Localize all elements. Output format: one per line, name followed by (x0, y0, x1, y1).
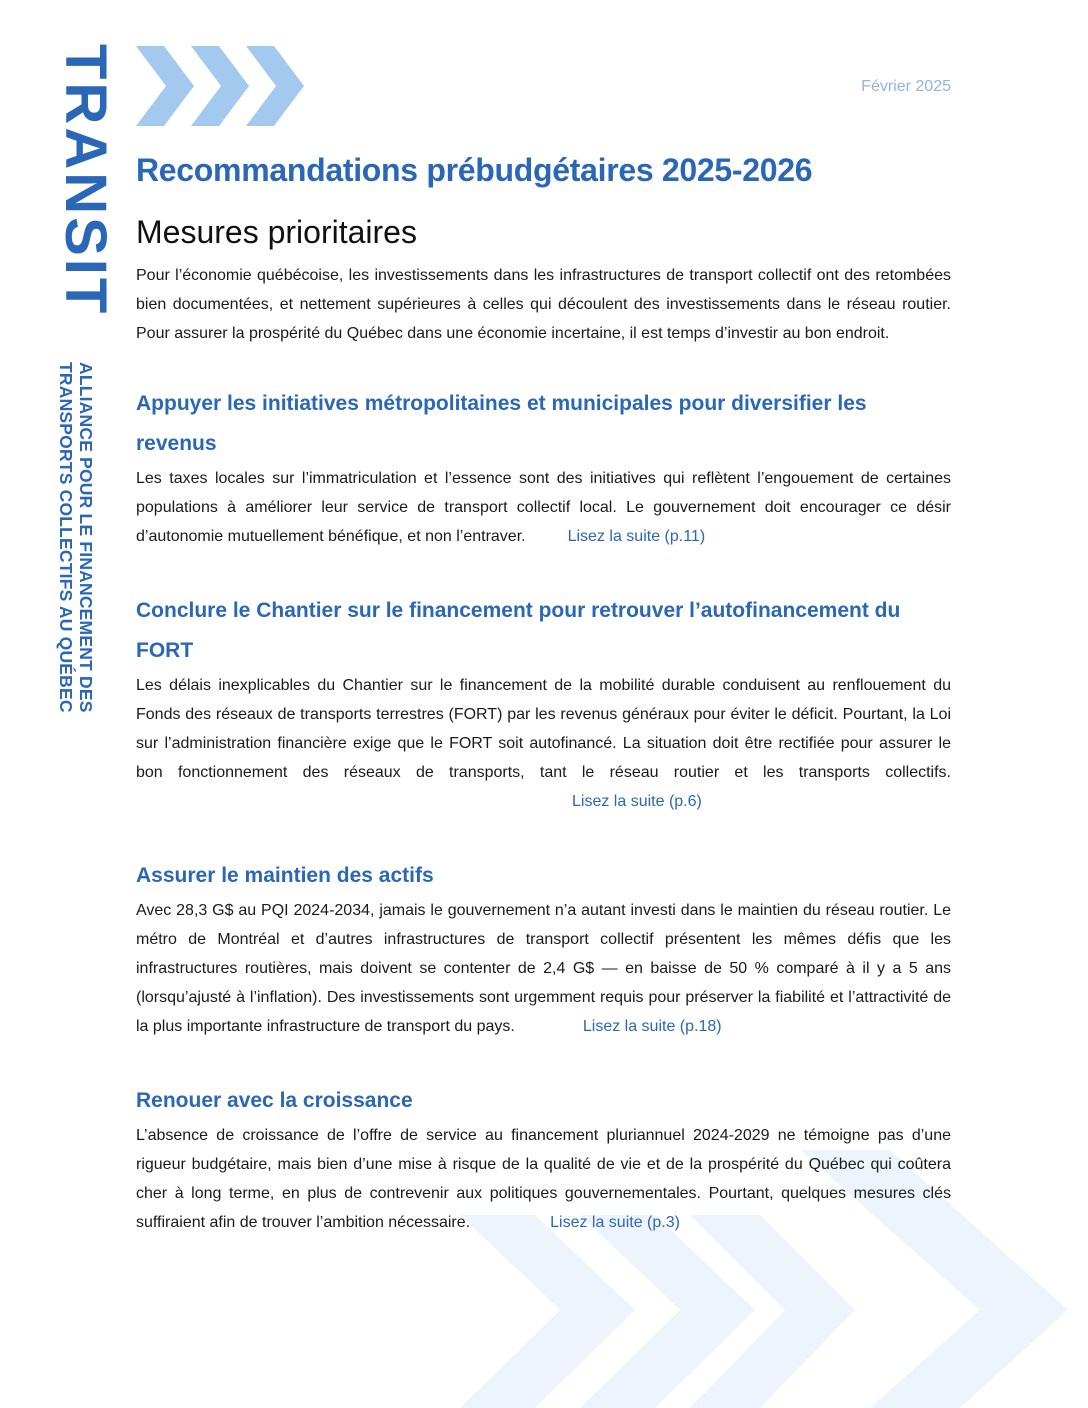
section-heading: Appuyer les initiatives métropolitaines et municipales pour diversifier les revenus (136, 392, 867, 455)
section-text: Les taxes locales sur l’immatriculation et l’essence sont des initiatives qui reflètent l’engouement de certaines populations à améliorer leur service de transport collectif local. Le gouvernement doit encourager ce désir d’autonomie mutuellement bénéfique, et non l’entraver. (136, 470, 951, 545)
read-more-link[interactable]: Lisez la suite (p.6) (572, 793, 702, 810)
section-body (136, 464, 951, 551)
section-initiatives (136, 384, 951, 551)
section-text: Les délais inexplicables du Chantier sur le financement de la mobilité durable conduisent au renflouement du Fonds des réseaux de transports terrestres (FORT) par les revenus généraux pour éviter le déficit. Pourtant, la Loi sur l’administration financière exige que le FORT soit autofinancé. La situation doit être rectifiée pour assurer le bon fonctionnement des réseaux de transports, tant le réseau routier et les transports collectifs. (136, 677, 951, 781)
section-heading: Renouer avec la croissance (136, 1089, 413, 1112)
section-maintien (136, 856, 951, 1041)
page-subtitle: Mesures prioritaires (136, 214, 417, 250)
section-body (136, 1121, 951, 1237)
section-body (136, 896, 951, 1041)
brand-subtitle-line1: ALLIANCE POUR LE FINANCEMENT DES (76, 362, 96, 713)
page-title: Recommandations prébudgétaires 2025-2026 (136, 152, 813, 188)
section-body (136, 671, 951, 816)
section-heading: Conclure le Chantier sur le financement pour retrouver l’autofinancement du FORT (136, 599, 901, 662)
read-more-link[interactable]: Lisez la suite (p.3) (550, 1214, 680, 1231)
section-text: Avec 28,3 G$ au PQI 2024-2034, jamais le gouvernement n’a autant investi dans le maintien du réseau routier. Le métro de Montréal et d’autres infrastructures de transport collectif présentent les mêmes défis que les infrastructures routières, mais doivent se contenter de 2,4 G$ — en baisse de 50 % comparé à il y a 5 ans (lorsqu’ajusté à l’inflation). Des investissements sont urgemment requis pour préserver la fiabilité et l’attractivité de la plus importante infrastructure de transport du pays. (136, 902, 951, 1035)
intro-paragraph: Pour l’économie québécoise, les investissements dans les infrastructures de transport collectif ont des retombées bien documentées, et nettement supérieures à celles qui découlent des investissements dans le réseau routier. Pour assurer la prospérité du Québec dans une économie incertaine, il est temps d’investir au bon endroit. (136, 267, 951, 342)
section-chantier (136, 591, 951, 816)
section-text: L’absence de croissance de l’offre de service au financement pluriannuel 2024-2029 ne témoigne pas d’une rigueur budgétaire, mais bien d’une mise à risque de la qualité de vie et de la prospérité du Québec qui coûtera cher à long terme, en plus de contrevenir aux politiques gouvernementales. Pourtant, quelques mesures clés suffiraient afin de trouver l’ambition nécessaire. (136, 1127, 951, 1231)
read-more-link[interactable]: Lisez la suite (p.18) (582, 1018, 722, 1035)
brand-name: TRANSIT (53, 44, 118, 317)
section-heading: Assurer le maintien des actifs (136, 864, 434, 887)
brand-subtitle (56, 362, 96, 713)
document-date: Février 2025 (861, 78, 951, 95)
brand-subtitle-line2: TRANSPORTS COLLECTIFS AU QUÉBEC (56, 362, 76, 713)
chevron-logo-icon (136, 44, 306, 128)
read-more-link[interactable]: Lisez la suite (p.11) (567, 528, 706, 545)
section-croissance (136, 1081, 951, 1237)
document-content (136, 145, 951, 1237)
